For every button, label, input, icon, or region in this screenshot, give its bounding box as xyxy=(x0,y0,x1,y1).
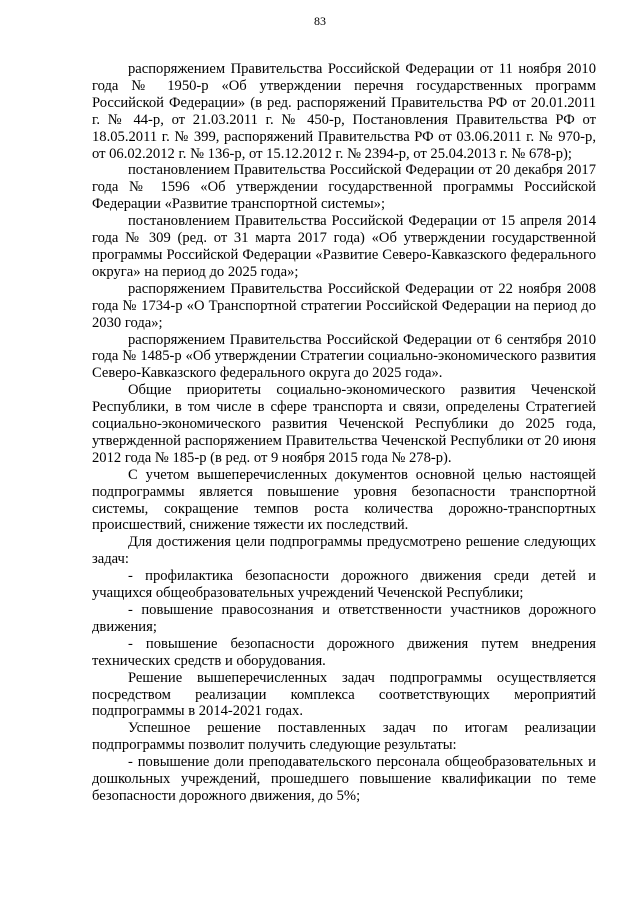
document-body xyxy=(92,61,596,805)
page-number: 83 xyxy=(314,14,326,28)
paragraph-decree-1950r: распоряжением Правительства Российской Федерации от 11 ноября 2010 года № 1950-р «Об утверждении перечня государственных программ Российской Федерации» (в ред. распоряжений Правительства РФ от 20.01.2011 г. № 44-р, от 21.03.2011 г. № 450-р, Постановления Правительства РФ от 18.05.2011 г. № 399, распоряжений Правительства РФ от 03.06.2011 г. № 970-р, от 06.02.2012 г. № 136-р, от 15.12.2012 г. № 2394-р, от 25.04.2013 г. № 678-р); xyxy=(92,61,596,162)
list-item-task-legal-awareness: - повышение правосознания и ответственности участников дорожного движения; xyxy=(92,602,596,635)
paragraph-general-priorities: Общие приоритеты социально-экономического развития Чеченской Республики, в том числе в сфере транспорта и связи, определены Стратегией социально-экономического развития Чеченской Республики до 2025 года, утвержденной распоряжением Правительства Чеченской Республики от 20 июня 2012 года № 185-р (в ред. от 9 ноября 2015 года № 278-р). xyxy=(92,382,596,466)
paragraph-decree-1734r: распоряжением Правительства Российской Федерации от 22 ноября 2008 года № 1734-р «О Транспортной стратегии Российской Федерации на период до 2030 года»; xyxy=(92,280,596,331)
list-item-result-staff-training: - повышение доли преподавательского персонала общеобразовательных и дошкольных учреждений, прошедшего повышение квалификации по теме безопасности дорожного движения, до 5%; xyxy=(92,754,596,804)
paragraph-tasks-intro: Для достижения цели подпрограммы предусмотрено решение следующих задач: xyxy=(92,534,596,568)
paragraph-decree-1485r: распоряжением Правительства Российской Федерации от 6 сентября 2010 года № 1485-р «Об утверждении Стратегии социально-экономического развития Северо-Кавказского федерального округа до 2025 года». xyxy=(92,331,596,382)
list-item-task-prevention: - профилактика безопасности дорожного движения среди детей и учащихся общеобразовательных учреждений Чеченской Республики; xyxy=(92,568,596,602)
list-item-task-technical-means: - повышение безопасности дорожного движения путем внедрения технических средств и оборудования. xyxy=(92,635,596,669)
paragraph-resolution-309: постановлением Правительства Российской Федерации от 15 апреля 2014 года № 309 (ред. от 31 марта 2017 года) «Об утверждении государственной программы Российской Федерации «Развитие Северо-Кавказского федерального округа» на период до 2025 года»; xyxy=(92,213,596,280)
paragraph-implementation: Решение вышеперечисленных задач подпрограммы осуществляется посредством реализации комплекса соответствующих мероприятий подпрограммы в 2014-2021 годах. xyxy=(92,669,596,720)
paragraph-results-intro: Успешное решение поставленных задач по итогам реализации подпрограммы позволит получить следующие результаты: xyxy=(92,720,596,754)
paragraph-resolution-1596: постановлением Правительства Российской Федерации от 20 декабря 2017 года № 1596 «Об утверждении государственной программы Российской Федерации «Развитие транспортной системы»; xyxy=(92,162,596,213)
paragraph-main-goal: С учетом вышеперечисленных документов основной целью настоящей подпрограммы является повышение уровня безопасности транспортной системы, сокращение темпов роста количества дорожно-транспортных происшествий, снижение тяжести их последствий. xyxy=(92,466,596,534)
